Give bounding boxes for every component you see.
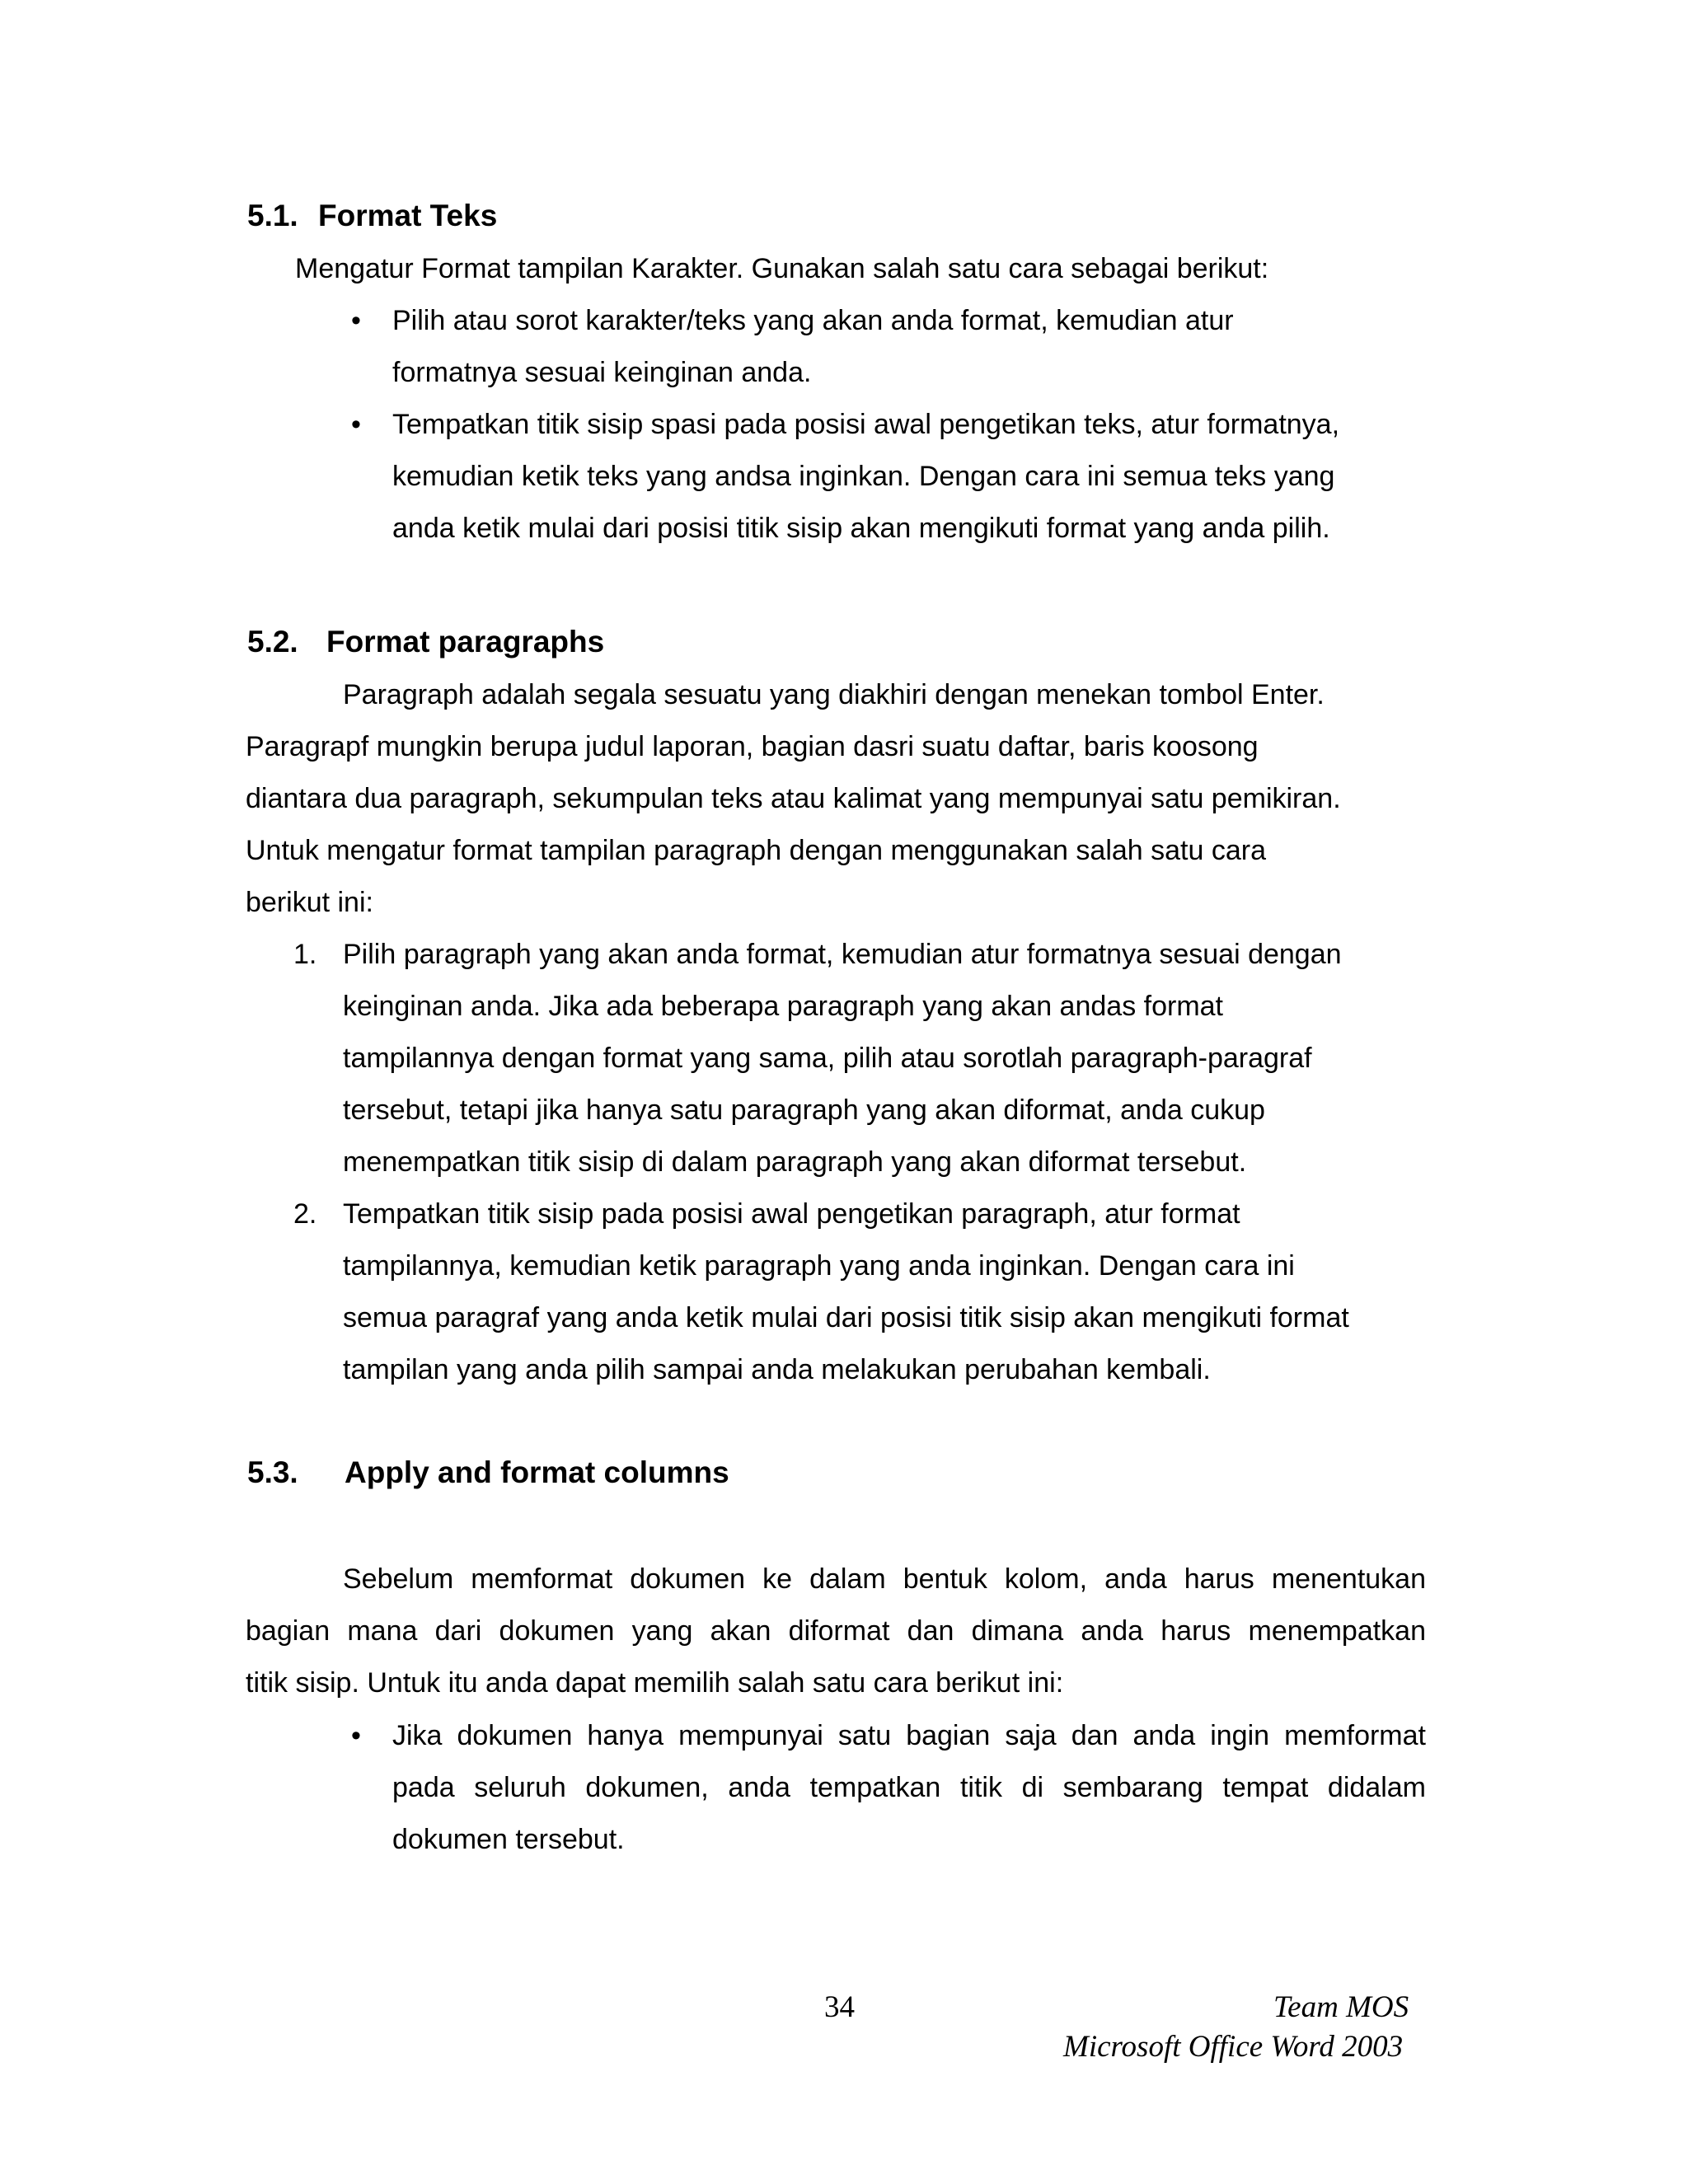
section-paragraph [246, 1554, 1426, 1709]
bullet-list [351, 295, 1431, 555]
paragraph-line: diantara dua paragraph, sekumpulan teks atau kalimat yang mempunyai satu pemikiran. [246, 783, 1341, 814]
paragraph-line: titik sisip. Untuk itu anda dapat memilih salah satu cara berikut ini: [246, 1667, 1064, 1699]
page-number: 34 [824, 1990, 855, 2024]
list-item-line: Pilih paragraph yang akan anda format, kemudian atur formatnya sesuai dengan [343, 939, 1342, 970]
list-item-line: keinginan anda. Jika ada beberapa paragraph yang akan andas format [343, 991, 1223, 1022]
section-title: Format paragraphs [326, 625, 605, 658]
section-title: Format Teks [318, 199, 498, 232]
list-item [293, 1188, 1439, 1396]
section-heading-5-1 [247, 196, 497, 236]
list-item-line: Tempatkan titik sisip spasi pada posisi awal pengetikan teks, atur formatnya, [392, 409, 1340, 440]
bullet-marker: • [351, 409, 361, 440]
list-number: 2. [293, 1198, 317, 1230]
list-item-line: tersebut, tetapi jika hanya satu paragraph yang akan diformat, anda cukup [343, 1094, 1265, 1126]
list-item-line: tampilannya, kemudian ketik paragraph yang anda inginkan. Dengan cara ini [343, 1250, 1295, 1282]
footer-product: Microsoft Office Word 2003 [1063, 2030, 1404, 2064]
list-number: 1. [293, 939, 317, 970]
paragraph-line: Sebelum memformat dokumen ke dalam bentuk kolom, anda harus menentukan [343, 1563, 1426, 1595]
list-item-line: semua paragraf yang anda ketik mulai dari posisi titik sisip akan mengikuti format [343, 1302, 1349, 1333]
bullet-marker: • [351, 1720, 361, 1751]
section-paragraph [246, 669, 1432, 929]
list-item-line: tampilannya dengan format yang sama, pilih atau sorotlah paragraph-paragraf [343, 1043, 1312, 1074]
section-heading-5-2 [247, 622, 604, 662]
list-item-line: Jika dokumen hanya mempunyai satu bagian saja dan anda ingin memformat [392, 1720, 1426, 1751]
paragraph-line: Paragraph adalah segala sesuatu yang diakhiri dengan menekan tombol Enter. [343, 679, 1325, 710]
list-item-line: pada seluruh dokumen, anda tempatkan titik di sembarang tempat didalam [392, 1772, 1426, 1803]
list-item-line: anda ketik mulai dari posisi titik sisip akan mengikuti format yang anda pilih. [392, 513, 1330, 544]
section-number: 5.2. [247, 625, 298, 658]
section-number: 5.1. [247, 199, 298, 232]
paragraph-line: Paragrapf mungkin berupa judul laporan, bagian dasri suatu daftar, baris koosong [246, 731, 1259, 762]
paragraph-line: bagian mana dari dokumen yang akan diformat dan dimana anda harus menempatkan [246, 1615, 1426, 1647]
list-item [351, 295, 1431, 399]
list-item-line: formatnya sesuai keinginan anda. [392, 357, 812, 388]
list-item-line: Tempatkan titik sisip pada posisi awal pengetikan paragraph, atur format [343, 1198, 1240, 1230]
footer-team: Team MOS [1273, 1990, 1409, 2024]
list-item [351, 1710, 1426, 1866]
list-item [293, 929, 1439, 1188]
list-item-line: menempatkan titik sisip di dalam paragraph yang akan diformat tersebut. [343, 1146, 1247, 1178]
section-title: Apply and format columns [345, 1455, 729, 1489]
list-item-line: Pilih atau sorot karakter/teks yang akan anda format, kemudian atur [392, 305, 1234, 336]
paragraph-line: Untuk mengatur format tampilan paragraph dengan menggunakan salah satu cara [246, 835, 1266, 866]
bullet-list [351, 1710, 1426, 1866]
list-item-line: dokumen tersebut. [392, 1824, 625, 1855]
paragraph-line: berikut ini: [246, 887, 373, 918]
list-item [351, 399, 1431, 555]
numbered-list [293, 929, 1439, 1396]
section-intro: Mengatur Format tampilan Karakter. Gunakan salah satu cara sebagai berikut: [295, 253, 1269, 284]
list-item-line: kemudian ketik teks yang andsa inginkan. Dengan cara ini semua teks yang [392, 461, 1335, 492]
section-heading-5-3 [247, 1453, 729, 1493]
list-item-line: tampilan yang anda pilih sampai anda melakukan perubahan kembali. [343, 1354, 1211, 1385]
section-number: 5.3. [247, 1455, 298, 1489]
bullet-marker: • [351, 305, 361, 336]
